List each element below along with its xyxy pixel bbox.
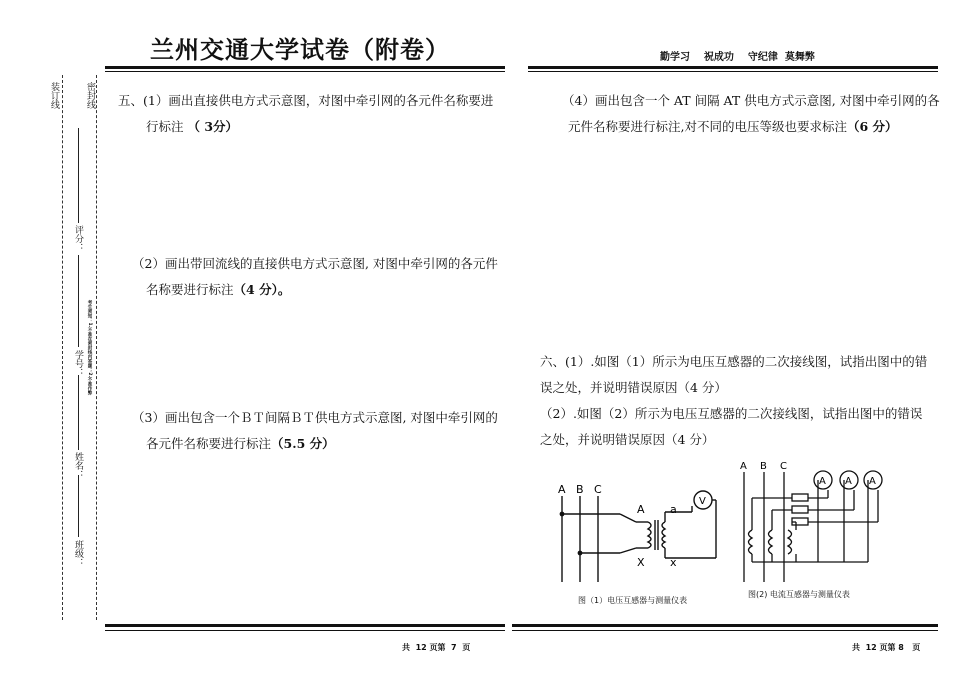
footer-rule-right [512,624,938,627]
binding-line-outer [62,75,63,620]
junction-a [560,512,565,517]
secondary-coil [662,522,665,548]
student-id-label: 学号： [73,350,83,377]
ct-coil-2 [769,530,773,554]
name-label: 姓名： [73,452,83,479]
fuse-2-icon [792,506,808,513]
junction-b [578,551,583,556]
fig1-phase-c: C [594,483,602,496]
question-5-2 [132,251,502,303]
question-5-1-line1: 五、(1）画出直接供电方式示意图，对图中牵引网的各元件名称要进 [118,93,494,108]
fig1-voltmeter-label: V [699,496,706,507]
fuse-b [620,548,636,553]
question-6-1-line1: 六、(1）.如图（1）所示为电压互感器的二次接线图，试指出图中的错 [540,354,928,369]
question-5-3-text: 各元件名称要进行标注 [146,436,272,451]
ct-coil-3 [788,530,792,554]
fig2-ammeter-3-label: A [869,476,876,487]
fuse-a [620,514,636,522]
page-number-right: 共 12 页第 8 页 [852,643,921,652]
question-5-4-line2 [562,114,942,140]
question-5-4 [562,88,942,140]
question-5-2-line2 [132,277,502,303]
header-rule-left [105,66,505,69]
question-6-1-line2: 误之处，并说明错误原因（4 分） [540,380,727,395]
fig2-phase-b: B [760,461,767,472]
question-6-2-line1: （2）.如图（2）所示为电压互感器的二次接线图，试指出图中的错误 [540,406,923,421]
question-5-4-points: （6 分） [846,119,898,134]
fuse-1-icon [792,494,808,501]
figure-2-current-transformer [730,458,890,588]
header-rule-right-thin [528,71,938,72]
question-5-4-text: 元件名称要进行标注,对不同的电压等级也要求标注 [568,119,847,134]
exam-motto: 勤学习 祝成功 守纪律 莫舞弊 [660,52,815,63]
score-line [78,128,79,223]
footer-rule-left-thin [105,630,505,631]
footer-rule-left [105,624,505,627]
header-rule-right [528,66,938,69]
question-5-3 [132,405,502,457]
question-6-2-line2: 之处，并说明错误原因（4 分） [540,432,715,447]
question-5-1-line2 [118,114,503,140]
ct-coil-1 [749,530,753,554]
page-number-left: 共 12 页第 7 页 [402,643,471,652]
question-5-1 [118,88,503,140]
question-5-3-line2 [132,431,502,457]
figure-1-caption: 图（1）电压互感器与测量仪表 [578,596,688,605]
fig1-phase-b: B [576,483,584,496]
seal-line-label: 密封线 [85,82,95,109]
fig2-ammeter-1-label: A [819,476,826,487]
fig2-phase-c: C [780,461,787,472]
fig1-secondary-x: x [670,556,677,569]
fig1-secondary-a: a [670,503,677,516]
question-5-1-points: （ 3分） [187,119,239,134]
question-6 [540,349,940,453]
question-5-2-line1: （2）画出带回流线的直接供电方式示意图, 对图中牵引网的各元件 [132,256,498,271]
student-id-line [78,255,79,347]
name-line [78,375,79,450]
footer-rule-right-thin [512,630,938,631]
binding-line-label: 装订线 [49,82,59,109]
figure-1-voltage-transformer [548,482,724,582]
page-title: 兰州交通大学试卷（附卷） [150,36,450,64]
question-5-2-points: （4 分）。 [233,282,291,297]
question-5-3-points: （5.5 分） [271,436,335,451]
question-5-3-line1: （3）画出包含一个ＢＴ间隔ＢＴ供电方式示意图, 对图中牵引网的 [132,410,498,425]
fig1-primary-a: A [637,503,645,516]
class-label: 班级： [73,540,83,567]
class-line [78,475,79,537]
header-rule-left-thin [105,71,505,72]
primary-coil [648,522,651,548]
question-5-4-line1: （4）画出包含一个 AT 间隔 AT 供电方式示意图, 对图中牵引网的各 [562,93,940,108]
fig1-primary-x: X [637,556,645,569]
binding-line-inner [96,75,97,620]
exam-notice: 考生须知：1.不准在密封线内答题；2.不准作弊 [87,300,92,396]
figure-2-caption: 图(2) 电流互感器与测量仪表 [748,590,850,599]
question-5-1-text: 行标注 [146,119,188,134]
question-5-2-text: 名称要进行标注 [146,282,234,297]
fig2-ammeter-2-label: A [845,476,852,487]
fig2-phase-a: A [740,461,747,472]
score-label: 评分： [73,225,83,252]
fig1-phase-a: A [558,483,566,496]
